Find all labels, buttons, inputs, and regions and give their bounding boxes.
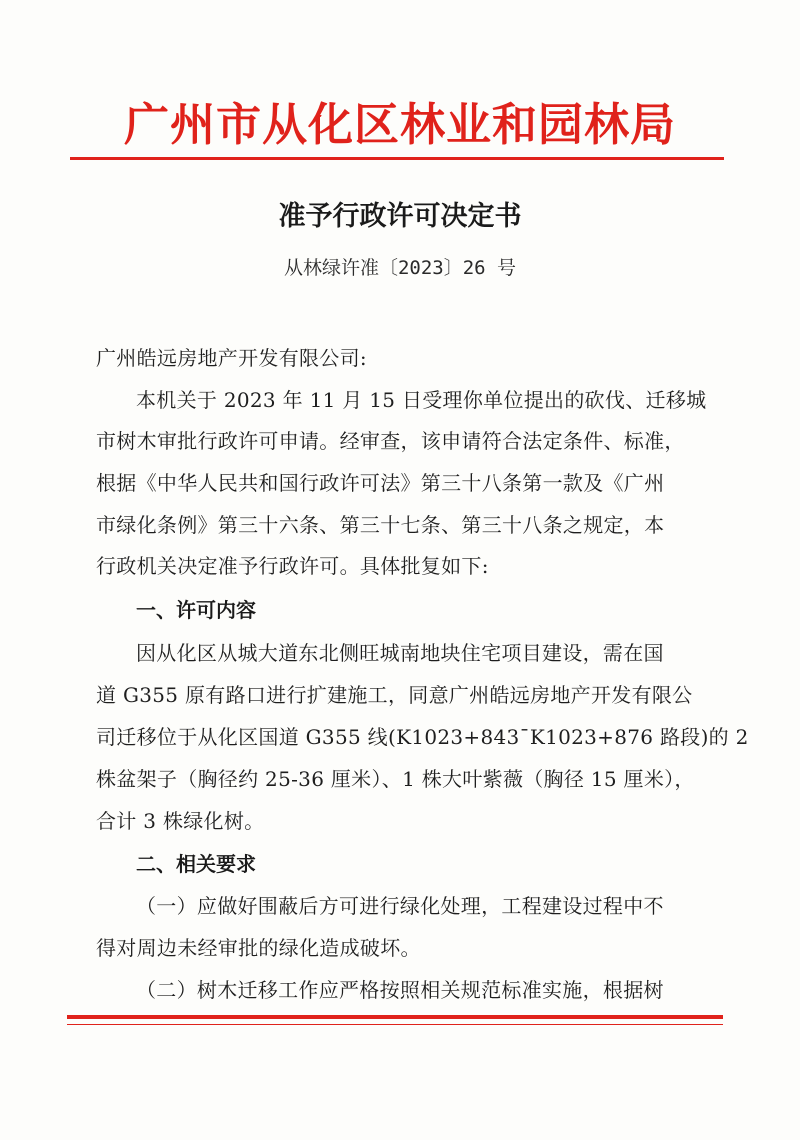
section2-heading: 二、相关要求	[136, 852, 256, 876]
section1-line: 合计 3 株绿化树。	[96, 809, 265, 833]
document-number: 从林绿许准〔2023〕26 号	[283, 257, 517, 279]
header-red-rule	[70, 157, 724, 160]
intro-line: 市树木审批行政许可申请。经审查，该申请符合法定条件、标准，	[96, 429, 685, 453]
issuing-authority-title: 广州市从化区林业和园林局	[123, 98, 676, 151]
recipient-line: 广州皓远房地产开发有限公司:	[96, 346, 367, 370]
section2-line: （一）应做好围蔽后方可进行绿化处理，工程建设过程中不	[136, 894, 664, 918]
intro-line: 市绿化条例》第三十六条、第三十七条、第三十八条之规定，本	[96, 513, 665, 537]
section1-line: 株盆架子（胸径约 25-36 厘米）、1 株大叶紫薇（胸径 15 厘米），	[96, 767, 695, 791]
intro-line: 行政机关决定准予行政许可。具体批复如下:	[96, 554, 489, 578]
document-title: 准予行政许可决定书	[278, 201, 522, 232]
section1-line: 司迁移位于从化区国道 G355 线(K1023+843¯K1023+876 路段)的 2	[96, 725, 749, 749]
intro-line: 本机关于 2023 年 11 月 15 日受理你单位提出的砍伐、迁移城	[136, 388, 707, 412]
footer-red-rule	[67, 1015, 723, 1019]
section2-line: 得对周边未经审批的绿化造成破坏。	[96, 936, 421, 960]
footer-red-rule-thin	[67, 1024, 723, 1025]
section1-heading: 一、许可内容	[136, 598, 256, 622]
section2-line: （二）树木迁移工作应严格按照相关规范标准实施，根据树	[136, 978, 664, 1002]
section1-line: 道 G355 原有路口进行扩建施工，同意广州皓远房地产开发有限公	[96, 683, 693, 707]
section1-line: 因从化区从城大道东北侧旺城南地块住宅项目建设，需在国	[136, 641, 664, 665]
intro-line: 根据《中华人民共和国行政许可法》第三十八条第一款及《广州	[96, 471, 665, 495]
